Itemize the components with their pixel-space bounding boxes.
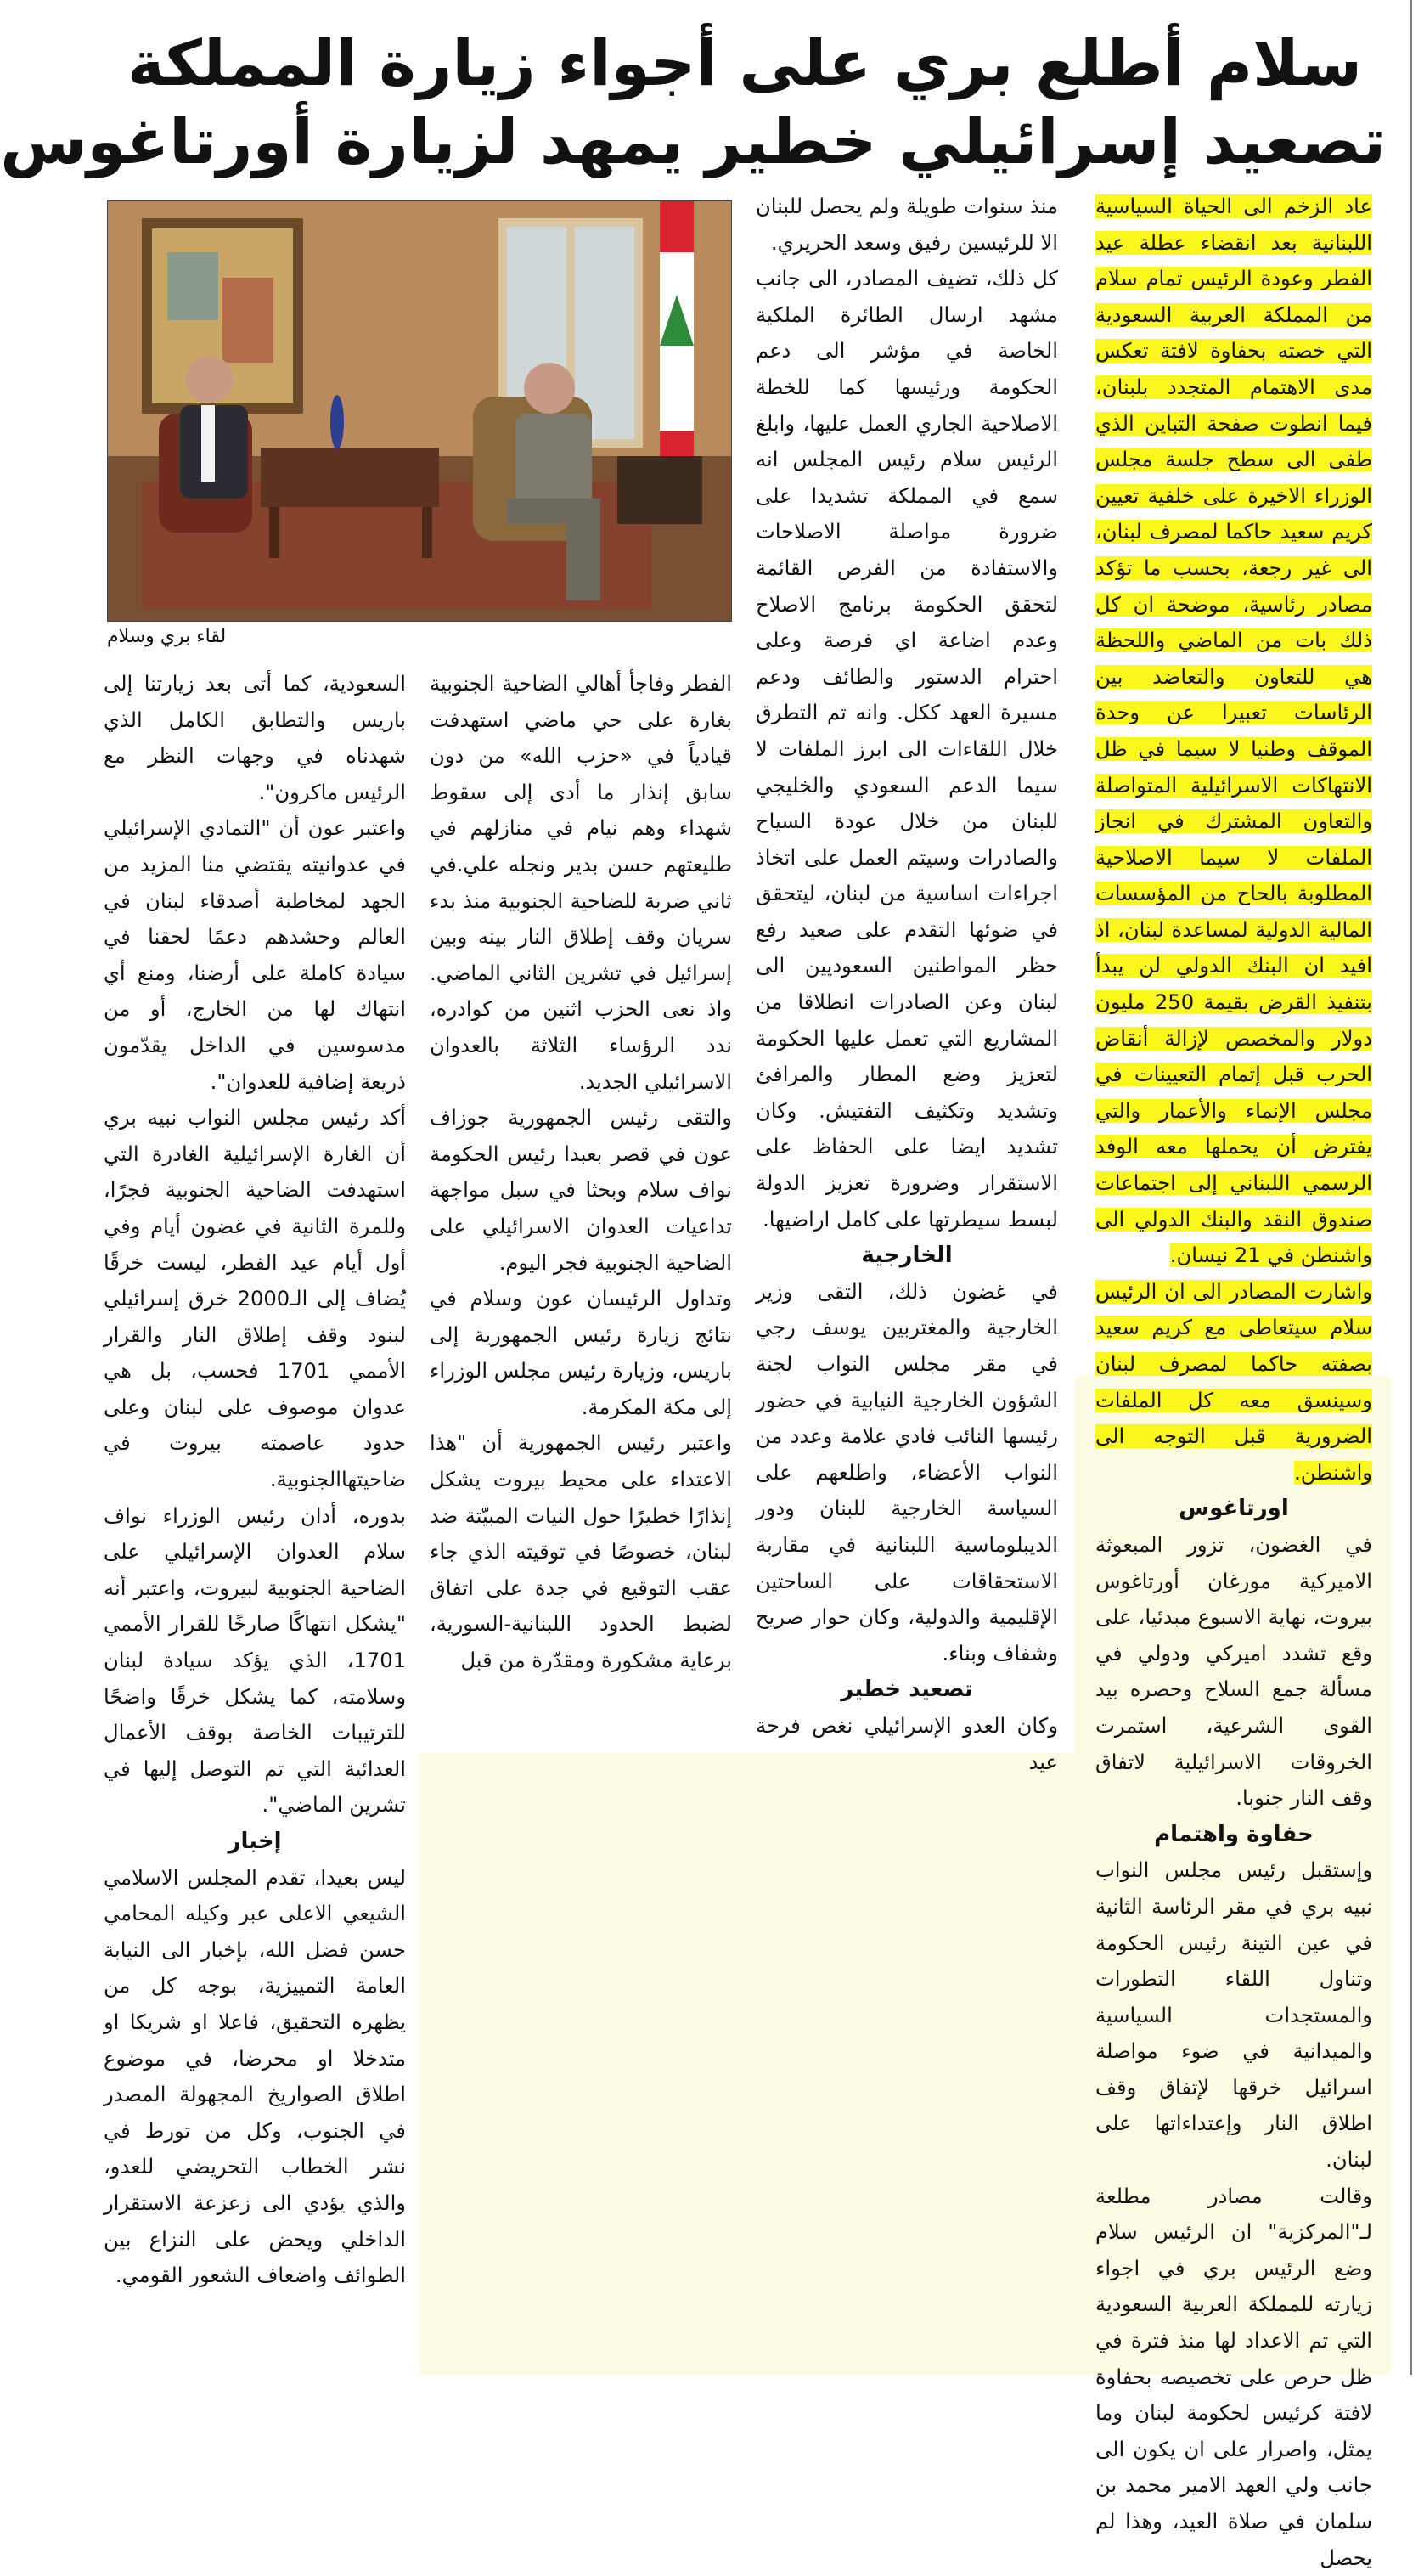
paragraph: في الغضون، تزور المبعوثة الاميركية مورغان أورتاغوس بيروت، نهاية الاسبوع مبدئيا، على وقع تشدد اميركي ودولي في مسألة جمع السلاح وحصره بيد القوى الشرعية، استمرت الخروقات الاسرائيلية لاتفاق وقف النار جنوبا. [1095, 1532, 1372, 1811]
paragraph: منذ سنوات طويلة ولم يحصل للبنان الا للرئيسين رفيق وسعد الحريري. [756, 194, 1058, 255]
meeting-photo [107, 200, 732, 622]
photo-illustration [108, 201, 731, 621]
paragraph: وقالت مصادر مطلعة لـ"المركزية" ان الرئيس سلام وضع الرئيس بري في اجواء زيارته للمملكة العربية السعودية التي تم الاعداد لها منذ فترة في ظل حرص على تخصيصه بحفاوة لافتة كرئيس لحكومة لبنان وما يمثل، واصرار على ان يكون الى جانب ولي العهد الامير محمد بن سلمان في صلاة العيد، وهذا لم يحصل [1095, 2184, 1372, 2570]
subheading: اورتاغوس [1179, 1496, 1289, 1522]
flag-red-top [660, 201, 694, 252]
highlighted-text: عاد الزخم الى الحياة السياسية اللبنانية بعد انقضاء عطلة عيد الفطر وعودة الرئيس تمام سلام من المملكة العربية السعودية التي خصته بحفاوة لافتة تعكس مدى الاهتمام المتجدد بلبنان، فيما انطوت صفحة التباين الذي طفى الى سطح جلسة مجلس الوزراء الاخيرة على خلفية تعيين كريم سعيد حاكما لمصرف لبنان، الى غير رجعة، بحسب ما تؤكد مصادر رئاسية، موضحة ان كل ذلك بات من الماضي واللحظة هي للتعاون والتعاضد بين الرئاسات تعبيرا عن وحدة الموقف وطنيا لا سيما في ظل الانتهاكات الاسرائيلية المتواصلة والتعاون المشترك في انجاز الملفات لا سيما الاصلاحية المطلوبة بالحاح من المؤسسات المالية الدولية لمساعدة لبنان، اذ افيد ان البنك الدولي لن يبدأ بتنفيذ القرض بقيمة 250 مليون دولار والمخصص لإزالة أنقاض الحرب قبل إتمام التعيينات في مجلس الإنماء والأعمار والتي يفترض أن يحملها معه الوفد الرسمي اللبناني إلى اجتماعات صندوق النقد والبنك الدولي الى واشنطن في 21 نيسان. [1095, 194, 1372, 1268]
article-column-4 [104, 666, 406, 2339]
paragraph [1095, 1274, 1372, 1491]
paragraph: السعودية، كما أتى بعد زيارتنا إلى باريس والتطابق الكامل الذي شهدناه في وجهات النظر مع الرئيس ماكرون". [104, 672, 406, 804]
page-edge-line [1410, 0, 1412, 2375]
paragraph: كل ذلك، تضيف المصادر، الى جانب مشهد ارسال الطائرة الملكية الخاصة في مؤشر الى دعم الحكومة ورئيسها كما للخطة الاصلاحية الجاري العمل عليها، وابلغ الرئيس سلام رئيس المجلس انه سمع في المملكة تشديدا على ضرورة مواصلة الاصلاحات والاستفادة من الفرص القائمة لتحقق الحكومة برنامج الاصلاح وعدم اضاعة اي فرصة وعلى احترام الدستور والطائف ودعم مسيرة العهد ككل. وانه تم التطرق خلال اللقاءات الى ابرز الملفات لا سيما الدعم السعودي والخليجي للبنان من خلال عودة السياح والصادرات وسيتم العمل على اتخاذ اجراءات اساسية من لبنان، ليتحقق في ضوئها التقدم على صعيد رفع حظر المواطنين السعوديين الى لبنان وعن الصادرات انطلاقا من المشاريع التي تعمل عليها الحكومة لتعزيز وضع المطار والمرافئ وتشديد وتكثيف التفتيش. وكان تشديد ايضا على الحفاظ على الاستقرار وضرورة تعزيز الدولة لبسط سيطرتها على كامل اراضيها. [756, 267, 1058, 1232]
paragraph: ليس بعيدا، تقدم المجلس الاسلامي الشيعي الاعلى عبر وكيله المحامي حسن فضل الله، بإخبار الى النيابة العامة التمييزية، بوجه كل من يظهره التحقيق، فاعلا او شريكا او متدخلا او محرضا، في موضوع اطلاق الصواريخ المجهولة المصدر في الجنوب، وكل من تورط في نشر الخطاب التحريضي للعدو، والذي يؤدي الى زعزعة الاستقرار الداخلي ويحض على النزاع بين الطوائف واضعاف الشعور القومي. [104, 1865, 406, 2288]
paragraph: وإستقبل رئيس مجلس النواب نبيه بري في مقر الرئاسة الثانية في عين التينة رئيس الحكومة وتناول اللقاء التطورات والمستجدات السياسية والميدانية في ضوء مواصلة اسرائيل خرقها لإتفاق وقف اطلاق النار وإعتداءاتها على لبنان. [1095, 1858, 1372, 2173]
paragraph: والتقى رئيس الجمهورية جوزاف عون في قصر بعبدا رئيس الحكومة نواف سلام وبحثا في سبل مواجهة تداعيات العدوان الاسرائيلي على الضاحية الجنوبية فجر اليوم. [430, 1106, 732, 1275]
paragraph: الفطر وفاجأ أهالي الضاحية الجنوبية بغارة على حي ماضي استهدفت قيادياً في «حزب الله» من دون سابق إنذار ما أدى إلى سقوط شهداء وهم نيام في منازلهم في طليعتهم حسن بدير ونجله علي.في ثاني ضربة للضاحية الجنوبية منذ بدء سريان وقف إطلاق النار بينه وبين إسرائيل في تشرين الثاني الماضي. واذ نعى الحزب اثنين من كوادره، ندد الرؤساء الثلاثة بالعدوان الاسرائيلي الجديد. [430, 672, 732, 1094]
subheading: حفاوة واهتمام [1154, 1821, 1314, 1847]
paragraph: واعتبر رئيس الجمهورية أن "هذا الاعتداء على محيط بيروت يشكل إنذارًا خطيرًا حول النيات المبيّتة ضد لبنان، خصوصًا في توقيته الذي جاء عقب التوقيع في جدة على اتفاق لضبط الحدود اللبنانية-السورية، برعاية مشكورة ومقدّرة من قبل [430, 1431, 732, 1673]
paragraph: وكان العدو الإسرائيلي نغص فرحة عيد [756, 1713, 1058, 1774]
article-column-1 [1090, 189, 1377, 2570]
subheading: تصعيد خطير [841, 1677, 973, 1703]
article-column-3 [430, 666, 732, 1743]
subheading: إخبار [228, 1829, 282, 1854]
page-tint-bottom [419, 1753, 1090, 2375]
paragraph: وتداول الرئيسان عون وسلام في نتائج زيارة رئيس الجمهورية إلى باريس، وزيارة رئيس مجلس الوزراء إلى مكة المكرمة. [430, 1287, 732, 1419]
headline-line-1: سلام أطلع بري على أجواء زيارة المملكة [127, 27, 1363, 100]
subheading: الخارجية [861, 1243, 953, 1269]
paragraph [1095, 189, 1372, 1274]
paragraph: في غضون ذلك، التقى وزير الخارجية والمغتربين يوسف رجي في مقر مجلس النواب لجنة الشؤون الخارجية النيابية في حضور رئيسها النائب فادي علامة وعدد من النواب الأعضاء، واطلعهم على السياسة الخارجية للبنان ودور الديبلوماسية اللبنانية في مقاربة الاستحقاقات على الساحتين الإقليمية والدولية، وكان حوار صريح وشفاف وبناء. [756, 1279, 1058, 1666]
paragraph: بدوره، أدان رئيس الوزراء نواف سلام العدوان الإسرائيلي على الضاحية الجنوبية لبيروت، واعتبر أنه "يشكل انتهاكًا صارخًا للقرار الأممي 1701، الذي يؤكد سيادة لبنان وسلامته، كما يشكل خرقًا واضحًا للترتيبات الخاصة بوقف الأعمال العدائية التي تم التوصل إليها في تشرين الماضي". [104, 1503, 406, 1818]
headline-line-2: تصعيد إسرائيلي خطير يمهد لزيارة أورتاغوس [0, 105, 1386, 178]
article-column-2 [756, 189, 1058, 1774]
highlighted-text: واشارت المصادر الى ان الرئيس سلام سيتعاطى مع كريم سعيد بصفته حاكما لمصرف لبنان وسينسق معه كل الملفات الضرورية قبل التوجه الى واشنطن. [1095, 1279, 1372, 1485]
photo-caption: لقاء بري وسلام [107, 626, 227, 647]
paragraph: أكد رئيس مجلس النواب نبيه بري أن الغارة الإسرائيلية الغادرة التي استهدفت الضاحية الجنوبية فجرًا، وللمرة الثانية في غضون أيام وفي أول أيام عيد الفطر، ليست خرقًا يُضاف إلى الـ2000 خرق إسرائيلي لبنود وقف إطلاق النار والقرار الأممي 1701 فحسب، بل هي عدوان موصوف على لبنان وعلى حدود عاصمته بيروت في ضاحيتهاالجنوبية. [104, 1106, 406, 1492]
paragraph: واعتبر عون أن "التمادي الإسرائيلي في عدوانيته يقتضي منا المزيد من الجهد لمخاطبة أصدقاء لبنان في العالم وحشدهم دعمًا لحقنا في سيادة كاملة على أرضنا، ومنع أي انتهاك لها من الخارج، أو من مدسوسين في الداخل يقدّمون ذريعة إضافية للعدوان". [104, 816, 406, 1094]
